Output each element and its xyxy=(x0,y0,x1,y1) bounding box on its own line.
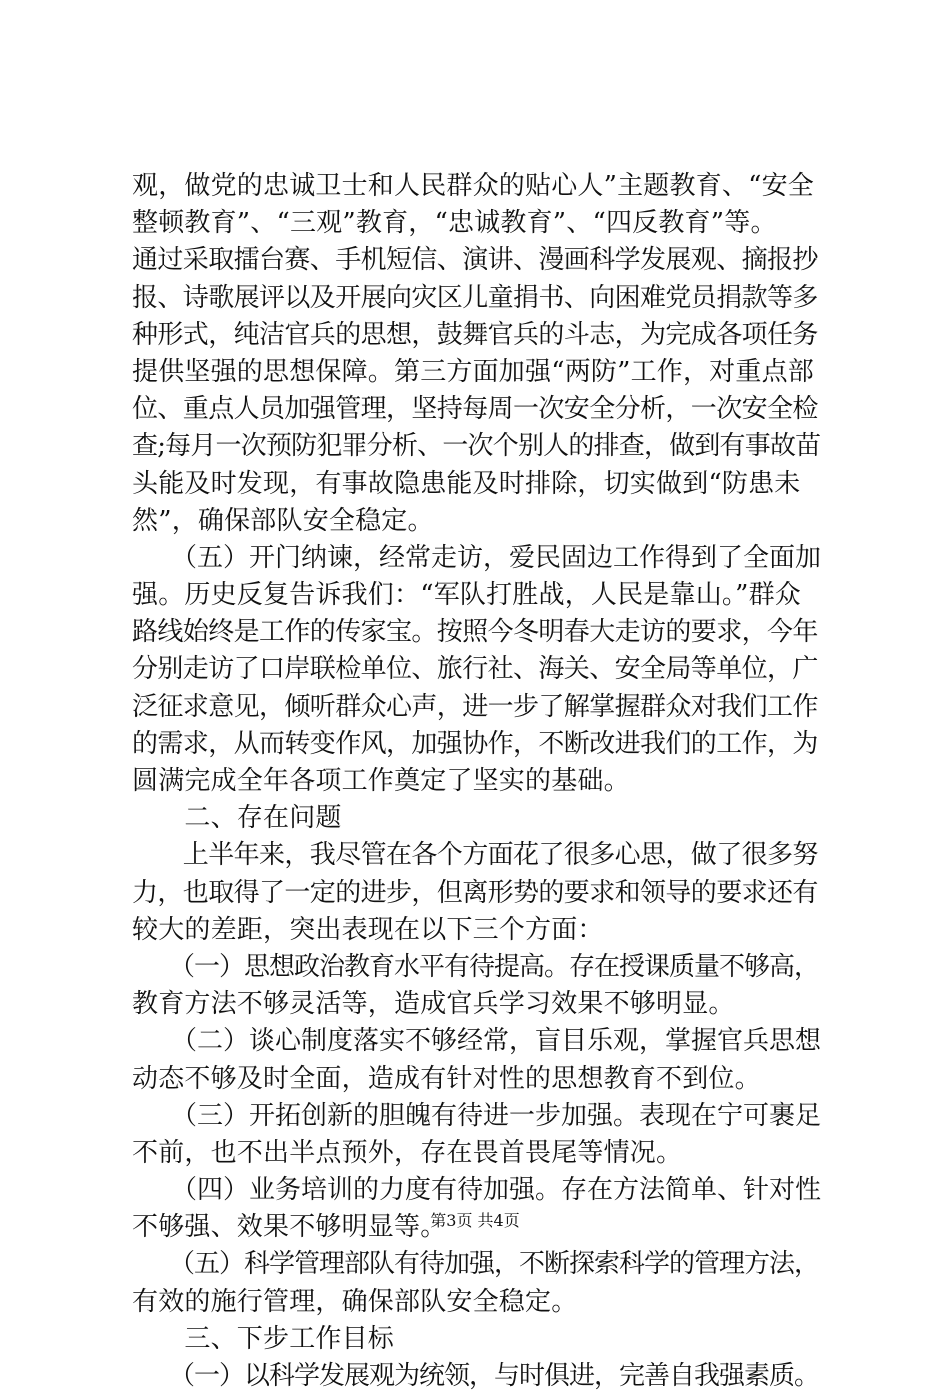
text-line: 种形式，纯洁官兵的思想，鼓舞官兵的斗志，为完成各项任务 xyxy=(132,319,818,350)
text-line: 整顿教育”、“三观”教育，“忠诚教育”、“四反教育”等。 xyxy=(132,208,777,239)
text-line: （五）科学管理部队有待加强，不断探索科学的管理方法， xyxy=(132,1249,820,1280)
text-line: （二）谈心制度落实不够经常，盲目乐观，掌握官兵思想 xyxy=(132,1026,822,1057)
section-heading: 二、存在问题 xyxy=(132,803,342,834)
text-line: 不够强、效果不够明显等。 xyxy=(132,1212,447,1243)
text-line: 动态不够及时全面，造成有针对性的思想教育不到位。 xyxy=(132,1063,761,1094)
text-line: 有效的施行管理，确保部队安全稳定。 xyxy=(132,1286,578,1317)
text-line: （四）业务培训的力度有待加强。存在方法简单、针对性 xyxy=(132,1175,822,1206)
text-line: （三）开拓创新的胆魄有待进一步加强。表现在宁可裹足 xyxy=(132,1100,822,1131)
text-line: 分别走访了口岸联检单位、旅行社、海关、安全局等单位，广 xyxy=(132,654,818,685)
text-line: 力，也取得了一定的进步，但离形势的要求和领导的要求还有 xyxy=(132,877,818,908)
text-line: 强。历史反复告诉我们：“军队打胜战，人民是靠山。”群众 xyxy=(132,580,801,611)
page-number-footer: 第3页 共4页 xyxy=(430,1211,520,1230)
text-line: 路线始终是工作的传家宝。按照今冬明春大走访的要求，今年 xyxy=(132,617,818,648)
text-line: 报、诗歌展评以及开展向灾区儿童捐书、向困难党员捐款等多 xyxy=(132,282,818,313)
text-line: （一）思想政治教育水平有待提高。存在授课质量不够高， xyxy=(132,951,820,982)
text-line: 然”，确保部队安全稳定。 xyxy=(132,505,434,536)
text-line: 教育方法不够灵活等，造成官兵学习效果不够明显。 xyxy=(132,989,735,1020)
text-line: 头能及时发现，有事故隐患能及时排除，切实做到“防患未 xyxy=(132,468,801,499)
text-line: 查;每月一次预防犯罪分析、一次个别人的排查，做到有事故苗 xyxy=(132,431,821,462)
text-line: 提供坚强的思想保障。第三方面加强“两防”工作，对重点部 xyxy=(132,356,814,387)
text-line: 观，做党的忠诚卫士和人民群众的贴心人”主题教育、“安全 xyxy=(132,171,814,201)
text-line: 位、重点人员加强管理，坚持每周一次安全分析，一次安全检 xyxy=(132,394,818,425)
text-line: 上半年来，我尽管在各个方面花了很多心思，做了很多努 xyxy=(132,840,818,871)
section-heading: 三、下步工作目标 xyxy=(132,1323,395,1354)
text-line: 圆满完成全年各项工作奠定了坚实的基础。 xyxy=(132,766,630,796)
text-line: 的需求，从而转变作风，加强协作，不断改进我们的工作，为 xyxy=(132,728,818,759)
text-line: （五）开门纳谏，经常走访，爱民固边工作得到了全面加 xyxy=(132,542,822,573)
text-line: 通过采取擂台赛、手机短信、演讲、漫画科学发展观、摘报抄 xyxy=(132,245,818,276)
text-line: 泛征求意见，倾听群众心声，进一步了解掌握群众对我们工作 xyxy=(132,691,818,722)
text-line: 不前，也不出半点预外，存在畏首畏尾等情况。 xyxy=(132,1137,683,1168)
text-line: 较大的差距，突出表现在以下三个方面： xyxy=(132,914,604,945)
text-line: （一）以科学发展观为统领，与时俱进，完善自我强素质。 xyxy=(132,1361,820,1391)
